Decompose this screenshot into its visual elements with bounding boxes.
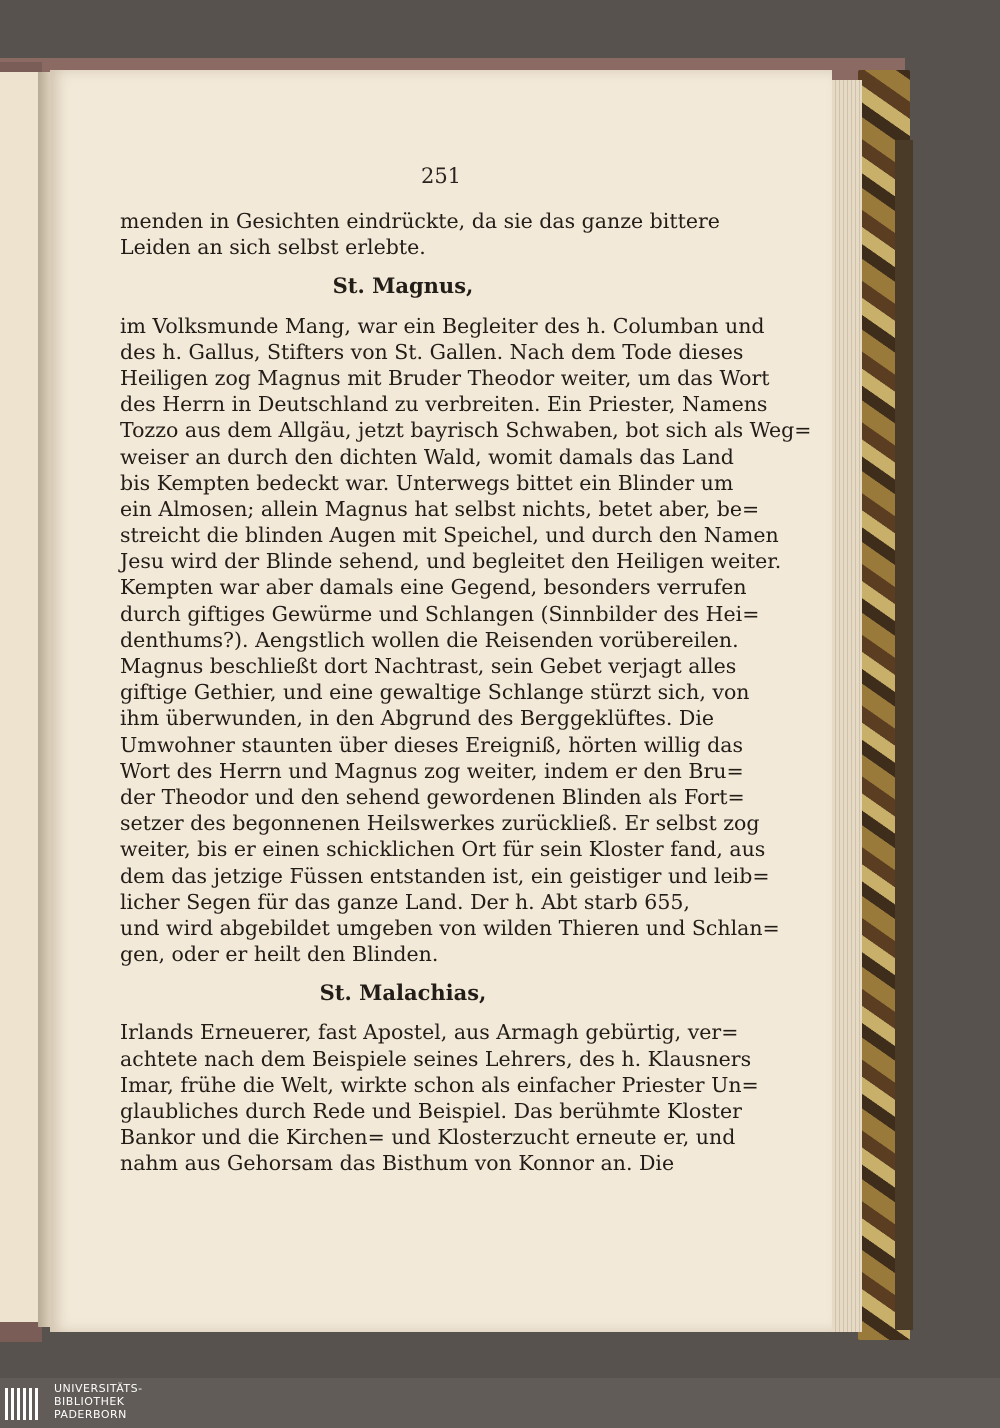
text-line: dem das jetzige Füssen entstanden ist, ein geistiger und leib=	[120, 863, 770, 888]
text-line: menden in Gesichten eindrückte, da sie das ganze bittere	[120, 209, 720, 233]
text-line: achtete nach dem Beispiele seines Lehrers, des h. Klausners	[120, 1046, 752, 1071]
text-line: licher Segen für das ganze Land. Der h. Abt starb 655,	[120, 889, 690, 914]
text-line: Tozzo aus dem Allgäu, jetzt bayrisch Schwaben, bot sich als Weg=	[120, 418, 812, 443]
text-line: giftige Gethier, und eine gewaltige Schlange stürzt sich, von	[120, 680, 750, 705]
page-edges	[828, 80, 862, 1332]
book-cover-edge	[895, 140, 913, 1330]
text-line: des Herrn in Deutschland zu verbreiten. Ein Priester, Namens	[120, 392, 768, 417]
left-page	[0, 72, 40, 1322]
text-line: bis Kempten bedeckt war. Unterwegs bittet ein Blinder um	[120, 470, 734, 495]
text-line: setzer des begonnenen Heilswerkes zurückließ. Er selbst zog	[120, 811, 760, 836]
text-line: des h. Gallus, Stifters von St. Gallen. Nach dem Tode dieses	[120, 339, 744, 364]
text-line: Imar, frühe die Welt, wirkte schon als einfacher Priester Un=	[120, 1072, 759, 1097]
book-page	[50, 70, 832, 1332]
text-line: ihm überwunden, in den Abgrund des Berggeklüftes. Die	[120, 706, 715, 731]
text-line: streicht die blinden Augen mit Speichel, und durch den Namen	[120, 523, 779, 548]
page-number: 251	[420, 164, 462, 188]
paragraph-st-magnus	[120, 313, 812, 968]
paragraph-intro	[120, 208, 720, 260]
heading-st-magnus: St. Magnus,	[332, 273, 474, 299]
logo-line-1: UNIVERSITÄTS-	[54, 1382, 143, 1395]
page-text	[120, 208, 812, 1177]
text-line: Jesu wird der Blinde sehend, und begleitet den Heiligen weiter.	[120, 549, 782, 574]
logo-line-3: PADERBORN	[54, 1408, 127, 1421]
text-line: nahm aus Gehorsam das Bisthum von Konnor an. Die	[120, 1151, 675, 1176]
text-line: der Theodor und den sehend gewordenen Blinden als Fort=	[120, 784, 745, 809]
text-line: Irlands Erneuerer, fast Apostel, aus Armagh gebürtig, ver=	[120, 1020, 739, 1045]
text-line: ein Almosen; allein Magnus hat selbst nichts, betet aber, be=	[120, 496, 760, 521]
heading-st-malachias: St. Malachias,	[319, 980, 487, 1006]
logo-line-2: BIBLIOTHEK	[54, 1395, 125, 1408]
text-line: Bankor und die Kirchen= und Klosterzucht erneute er, und	[120, 1125, 736, 1150]
library-logo-icon	[5, 1384, 45, 1422]
text-line: glaubliches durch Rede und Beispiel. Das berühmte Kloster	[120, 1099, 742, 1123]
footer-bar	[0, 1378, 1000, 1428]
text-line: Magnus beschließt dort Nachtrast, sein Gebet verjagt alles	[120, 654, 737, 678]
text-line: denthums?). Aengstlich wollen die Reisenden vorübereilen.	[120, 627, 739, 652]
text-line: Kempten war aber damals eine Gegend, besonders verrufen	[120, 575, 747, 600]
text-line: Heiligen zog Magnus mit Bruder Theodor weiter, um das Wort	[120, 365, 770, 390]
text-line: und wird abgebildet umgeben von wilden Thieren und Schlan=	[120, 915, 780, 940]
text-line: durch giftiges Gewürme und Schlangen (Sinnbilder des Hei=	[120, 601, 760, 626]
text-line: Wort des Herrn und Magnus zog weiter, indem er den Bru=	[120, 758, 744, 783]
text-line: weiter, bis er einen schicklichen Ort für sein Kloster fand, aus	[120, 837, 766, 862]
text-line: gen, oder er heilt den Blinden.	[120, 942, 439, 967]
text-line: Umwohner staunten über dieses Ereigniß, hörten willig das	[120, 732, 743, 757]
text-line: weiser an durch den dichten Wald, womit damals das Land	[120, 444, 734, 469]
text-line: im Volksmunde Mang, war ein Begleiter des h. Columban und	[120, 313, 765, 338]
text-line: Leiden an sich selbst erlebte.	[120, 235, 426, 260]
paragraph-st-malachias	[120, 1019, 759, 1176]
library-logo-text	[54, 1382, 143, 1421]
